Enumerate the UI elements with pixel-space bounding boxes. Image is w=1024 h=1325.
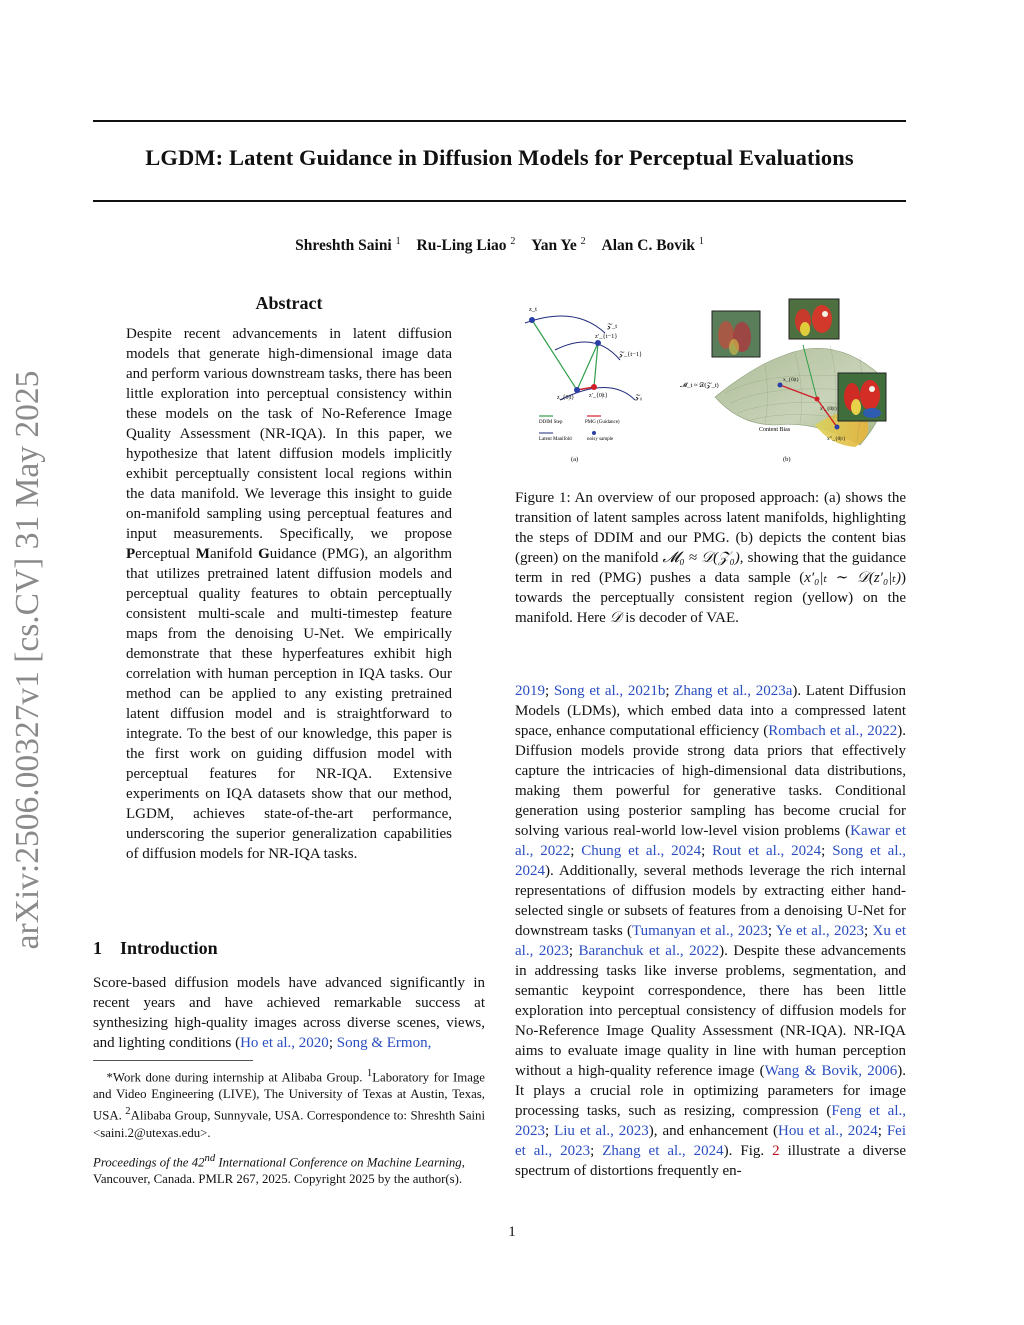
- label-Z0: 𝒵₀: [635, 394, 643, 401]
- citation-link[interactable]: Ho et al., 2020: [240, 1035, 329, 1051]
- thumbnail-image: [838, 373, 886, 421]
- label-Zt: 𝒵_t: [607, 323, 618, 330]
- title-bottom-rule: [93, 200, 906, 202]
- intro-paragraph-right: 2019; Song et al., 2021b; Zhang et al., 2023a). Latent Diffusion Models (LDMs), which embed data into a compressed latent space, enhance computational efficiency (Rombach et al., 2022). Diffusion models provide strong data priors that effectively capture the intricacies of high-dimensional data distributions, making them powerful for generative tasks. Conditional generation using posterior sampling has become crucial for solving various real-world low-level vision problems (Kawar et al., 2022; Chung et al., 2024; Rout et al., 2024; Song et al., 2024). Additionally, several methods leverage the rich internal representations of diffusion models by extracting either hand-selected single or subsets of features from a denoising U-Net for downstream tasks (Tumanyan et al., 2023; Ye et al., 2023; Xu et al., 2023; Baranchuk et al., 2022). Despite these advancements in addressing tasks like inverse problems, segmentation, and semantic keypoint correspondence, there has been little exploration into perceptual consistency of diffusion models for No-Reference Image Quality Assessment (NR-IQA). NR-IQA aims to evaluate image quality in line with human perception without a high-quality reference image (Wang & Bovik, 2006). It plays a crucial role in optimizing parameters for image processing tasks, such as resizing, compression (Feng et al., 2023; Liu et al., 2023), and enhancement (Hou et al., 2024; Fei et al., 2023; Zhang et al., 2024). Fig. 2 illustrate a diverse spectrum of distortions frequently en-: [515, 683, 907, 1179]
- citation-link[interactable]: Song & Ermon,: [336, 1035, 432, 1051]
- sample-point: [595, 340, 601, 346]
- author: Shreshth Saini $^1$: [295, 236, 401, 255]
- label-content-bias: Content Bias: [759, 427, 791, 433]
- footnote-rule: [93, 1060, 253, 1061]
- citation-link[interactable]: Rout et al., 2024: [712, 843, 822, 859]
- author: Alan C. Bovik $^1$: [601, 236, 704, 255]
- page-number: 1: [508, 1224, 516, 1240]
- figure-ref-link[interactable]: 2: [772, 1143, 780, 1159]
- paper-title: LGDM: Latent Guidance in Diffusion Models for Perceptual Evaluations: [145, 145, 854, 170]
- proceedings-note: Proceedings of the 42nd International Conference on Machine Learning, Vancouver, Canada. PMLR 267, 2025. Copyright 2025 by the author(s).: [93, 1153, 465, 1187]
- panel-a-label: (a): [571, 456, 579, 463]
- sample-point: [835, 425, 840, 430]
- citation-link[interactable]: Xu et al., 2023: [515, 923, 907, 959]
- citation-link[interactable]: Liu et al., 2023: [554, 1123, 649, 1139]
- author: Yan Ye $^2$: [531, 236, 586, 255]
- label-Zt1: 𝒵_{t−1}: [619, 351, 643, 358]
- citation-link[interactable]: Wang & Bovik, 2006: [764, 1063, 898, 1079]
- arxiv-watermark: arXiv:2506.00327v1 [cs.CV] 31 May 2025: [9, 370, 46, 950]
- sample-point: [778, 383, 783, 388]
- sample-point: [574, 387, 580, 393]
- label-manifold-eq: 𝓜_t ≈ 𝒟(𝒵_t): [680, 382, 719, 389]
- thumbnail-image: [712, 311, 760, 357]
- intro-paragraph-left: Score-based diffusion models have advanced significantly in recent years and have achieved remarkable success at synthesizing high-quality images across diverse scenes, views, and lighting conditions (Ho et al., 2020; Song & Ermon,: [93, 975, 485, 1051]
- legend-ddim: DDIM Step: [539, 420, 563, 425]
- citation-link[interactable]: Chung et al., 2024: [581, 843, 702, 859]
- sample-point: [529, 317, 535, 323]
- figure-caption: Figure 1: An overview of our proposed approach: (a) shows the transition of latent samples across latent manifolds, highlighting the steps of DDIM and our PMG. (b) depicts the content bias (green) on the manifold 𝓜₀ ≈ 𝒟(𝒵₀), showing that the guidance term in red (PMG) pushes a data sample (x′₀|ₜ ∼ 𝒟(z′₀|ₜ)) towards the perceptually consistent region (yellow) on the manifold. Here 𝒟 is decoder of VAE.: [515, 490, 907, 626]
- citation-link[interactable]: Hou et al., 2024: [778, 1123, 878, 1139]
- section-heading-introduction: 1 Introduction: [93, 938, 218, 958]
- citation-link[interactable]: Song et al., 2021b: [553, 683, 666, 699]
- citation-link[interactable]: Rombach et al., 2022: [768, 723, 898, 739]
- citation-link[interactable]: Baranchuk et al., 2022: [578, 943, 720, 959]
- manifold-curve-zt1: [555, 342, 620, 360]
- citation-link[interactable]: 2019: [515, 683, 545, 699]
- label-zt: z_t: [529, 306, 537, 313]
- citation-link[interactable]: Kawar et al., 2022: [515, 823, 906, 859]
- footnote: *Work done during internship at Alibaba Group. $^1$Laboratory for Image and Video Engineering (LIVE), The University of Texas at Austin, Texas, USA. $^2$Alibaba Group, Sunnyvale, USA. Correspondence to: Shreshth Saini <saini.2@utexas.edu>.: [93, 1068, 486, 1140]
- panel-b: [680, 299, 886, 463]
- legend-noisy-swatch: [592, 431, 596, 435]
- panel-a: [525, 306, 642, 463]
- sample-point: [591, 384, 597, 390]
- label-z0t-prime: z′_{0|t}: [589, 393, 608, 399]
- ddim-step-arrow: [532, 320, 577, 390]
- figure-1: [515, 295, 907, 467]
- legend-pmg: PMG (Guidance): [585, 420, 620, 425]
- legend-noisy: noisy sample: [587, 437, 614, 442]
- panel-b-label: (b): [783, 456, 791, 463]
- citation-link[interactable]: Feng et al., 2023: [515, 1103, 906, 1139]
- citation-link[interactable]: Song et al., 2024: [515, 843, 907, 879]
- thumbnail-image: [789, 299, 839, 339]
- author: Ru-Ling Liao $^2$: [416, 236, 516, 255]
- citation-link[interactable]: Tumanyan et al., 2023: [632, 923, 768, 939]
- label-x0t-prime: x′_{0|t}: [820, 406, 838, 412]
- citation-link[interactable]: Ye et al., 2023: [775, 923, 864, 939]
- author-list: [93, 236, 906, 255]
- manifold-curve-zt: [525, 316, 605, 333]
- top-rule: [93, 120, 906, 122]
- legend-manifold: Latent Manifold: [539, 437, 572, 442]
- label-z0t: z_{0|t}: [557, 395, 575, 401]
- sample-point: [815, 397, 820, 402]
- label-x0t-double-prime: x′′_{0|t}: [827, 436, 846, 442]
- abstract-text: Despite recent advancements in latent diffusion models that generate high-dimensional image data and perform various downstream tasks, there has been little exploration into perceptual consistency within these models on the task of No-Reference Image Quality Assessment (NR-IQA). In this paper, we hypothesize that latent diffusion models implicitly exhibit perceptually consistent local regions within the data manifold. We leverage this insight to guide on-manifold sampling using perceptual features and input measurements. Specifically, we propose Perceptual Manifold Guidance (PMG), an algorithm that utilizes pretrained latent diffusion models and perceptual quality features to obtain perceptually consistent multi-scale and multi-timestep feature maps from the denoising U-Net. We empirically demonstrate that these hyperfeatures exhibit high correlation with human perception in IQA tasks. Our method can be applied to any existing pretrained latent diffusion model and is straightforward to integrate. To the best of our knowledge, this paper is the first work on guiding diffusion model with perceptual features for NR-IQA. Extensive experiments on IQA datasets show that our method, LGDM, achieves state-of-the-art performance, underscoring the superior generalization capabilities of diffusion models for NR-IQA tasks.: [126, 326, 452, 862]
- abstract-heading: Abstract: [255, 293, 323, 313]
- citation-link[interactable]: Fei et al., 2023: [515, 1123, 907, 1159]
- label-zt1: z′_{t−1}: [595, 333, 618, 340]
- citation-link[interactable]: Zhang et al., 2023a: [674, 683, 793, 699]
- label-x0t: x_{0|t}: [783, 377, 800, 383]
- citation-link[interactable]: Zhang et al., 2024: [602, 1143, 724, 1159]
